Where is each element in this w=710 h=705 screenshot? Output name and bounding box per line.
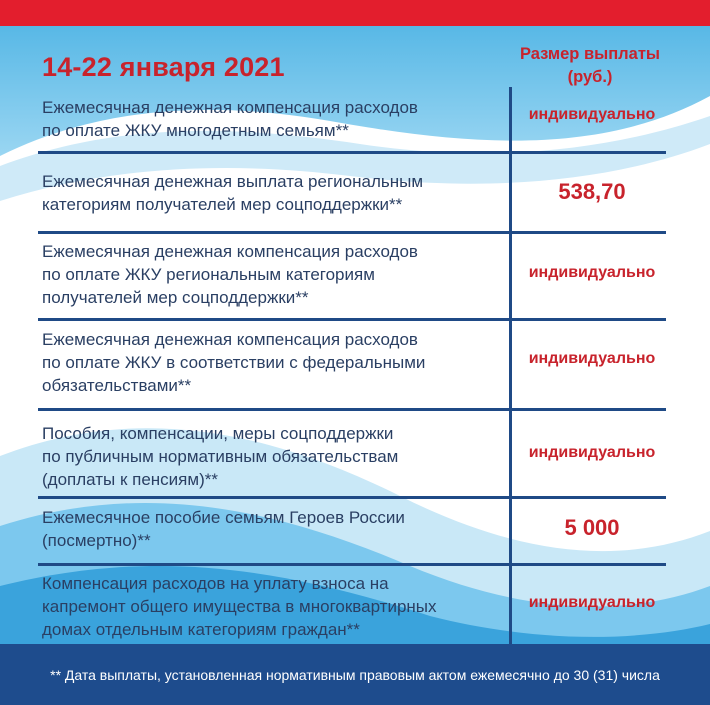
date-range-title: 14-22 января 2021: [42, 52, 285, 82]
row-1-value: индивидуально: [528, 106, 656, 123]
row-6-value: 5 000: [564, 515, 620, 540]
top-red-bar: [0, 0, 710, 26]
footer-note: ** Дата выплаты, установленная нормативным правовым актом ежемесячно до 30 (31) числа: [0, 644, 710, 705]
row-4-description: Ежемесячная денежная компенсация расходов по оплате ЖКУ в соответствии с федеральными обязательствами**: [42, 330, 426, 395]
row-separator: [38, 318, 666, 321]
row-2-value: 538,70: [558, 179, 626, 204]
row-4-value: индивидуально: [528, 350, 656, 367]
amount-column-title: [505, 43, 675, 89]
amount-title-line1: Размер выплаты: [519, 45, 661, 63]
row-separator: [38, 231, 666, 234]
row-2-description: Ежемесячная денежная выплата региональным категориям получателей мер соцподдержки**: [42, 172, 424, 214]
row-3-value: индивидуально: [528, 264, 656, 281]
row-separator: [38, 496, 666, 499]
row-separator: [38, 151, 666, 154]
row-5-description: Пособия, компенсации, меры соцподдержки по публичным нормативным обязательствам (доплаты к пенсиям)**: [42, 424, 399, 489]
row-3-description: Ежемесячная денежная компенсация расходов по оплате ЖКУ региональным категориям получателей мер соцподдержки**: [42, 242, 418, 307]
row-7-value: индивидуально: [528, 594, 656, 611]
row-separator: [38, 563, 666, 566]
row-1-description: Ежемесячная денежная компенсация расходов по оплате ЖКУ многодетным семьям**: [42, 98, 418, 140]
row-separator: [38, 408, 666, 411]
row-5-value: индивидуально: [528, 444, 656, 461]
row-7-description: Компенсация расходов на уплату взноса на капремонт общего имущества в многоквартирных домах отдельным категориям граждан**: [42, 574, 437, 639]
row-6-description: Ежемесячное пособие семьям Героев России (посмертно)**: [42, 508, 405, 550]
amount-title-line2: (руб.): [567, 68, 613, 86]
